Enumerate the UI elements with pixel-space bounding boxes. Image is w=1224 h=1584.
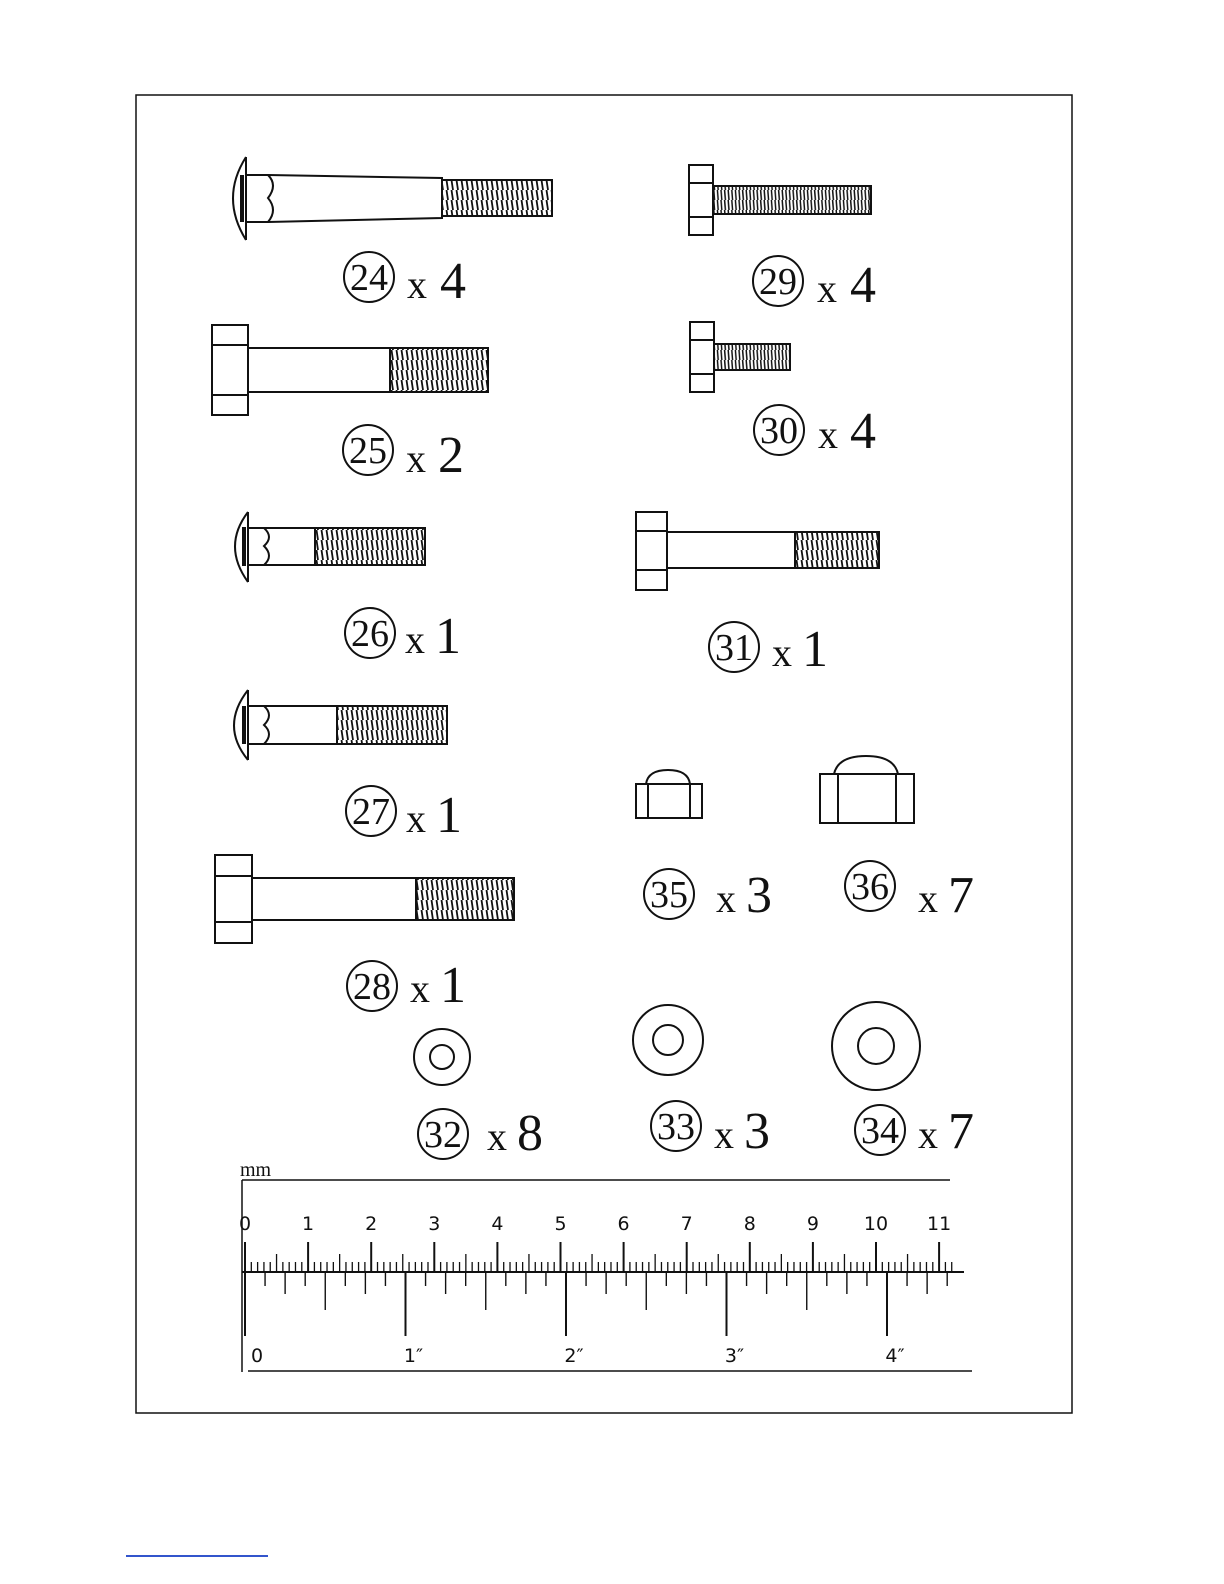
part-label-31 [709,621,828,678]
hex-bolt-25-drawing [212,325,488,415]
cm-label: 3 [428,1213,441,1235]
carriage-bolt-24-drawing [233,157,552,240]
cm-label: 6 [617,1213,630,1235]
hex-bolt-29-drawing [689,165,871,235]
qty-count: 8 [517,1105,543,1162]
qty-multiplier: x [405,617,425,662]
qty-count: 2 [438,427,464,484]
hex-bolt-28-drawing [215,855,514,943]
ruler [239,1159,972,1372]
inch-tick-marks [245,1272,947,1336]
qty-count: 4 [440,253,466,310]
washer-34-drawing [832,1002,920,1090]
bottom-link-underline [126,1555,268,1557]
inch-label: 4″ [885,1345,905,1367]
qty-multiplier: x [918,876,938,921]
qty-multiplier: x [714,1112,734,1157]
part-number: 26 [351,613,389,655]
part-number: 29 [759,261,797,303]
qty-count: 1 [435,608,461,665]
inch-labels [251,1345,905,1367]
part-label-24 [344,252,466,310]
qty-multiplier: x [817,266,837,311]
qty-count: 1 [436,787,462,844]
part-label-35 [644,867,772,924]
qty-count: 4 [850,403,876,460]
part-label-34 [855,1103,974,1160]
mm-tick-marks [245,1242,952,1272]
lock-nut-35-drawing [636,770,702,818]
part-number: 30 [760,410,798,452]
washer-33-drawing [633,1005,703,1075]
qty-count: 1 [440,957,466,1014]
hex-bolt-30-drawing [690,322,790,392]
cm-label: 9 [806,1213,819,1235]
qty-count: 4 [850,257,876,314]
part-number: 25 [349,430,387,472]
cm-label: 11 [927,1213,952,1235]
inch-label: 3″ [724,1345,745,1367]
part-number: 33 [657,1106,695,1148]
part-label-27 [346,786,462,844]
part-label-33 [651,1101,770,1160]
qty-multiplier: x [407,262,427,307]
inch-label: 0 [250,1345,264,1367]
qty-multiplier: x [410,966,430,1011]
carriage-bolt-26-drawing [235,512,425,582]
cm-label: 10 [863,1213,889,1235]
qty-multiplier: x [818,412,838,457]
cm-label: 5 [554,1213,567,1235]
qty-multiplier: x [487,1114,507,1159]
cm-label: 1 [302,1213,315,1235]
part-number: 27 [352,791,390,833]
qty-count: 7 [948,1103,974,1160]
part-number: 32 [424,1114,462,1156]
part-number: 31 [715,627,753,669]
part-number: 24 [350,257,388,299]
qty-count: 7 [948,867,974,924]
part-label-29 [753,256,876,314]
part-number: 36 [851,866,889,908]
qty-multiplier: x [716,876,736,921]
cm-label: 7 [680,1213,693,1235]
inch-label: 2″ [564,1345,584,1367]
carriage-bolt-27-drawing [234,690,447,760]
inch-label: 1″ [403,1345,424,1367]
cm-label: 4 [491,1213,504,1235]
ruler-mm-label: mm [240,1159,272,1181]
cm-label: 2 [365,1213,378,1235]
qty-multiplier: x [918,1112,938,1157]
part-number: 34 [861,1110,899,1152]
part-label-30 [754,403,876,460]
cm-label: 0 [238,1213,252,1235]
qty-multiplier: x [772,630,792,675]
qty-count: 3 [744,1103,770,1160]
part-label-25 [343,425,464,484]
part-number: 28 [353,966,391,1008]
hex-bolt-31-drawing [636,512,879,590]
cm-labels [239,1213,951,1235]
part-label-32 [418,1105,543,1162]
qty-count: 3 [746,867,772,924]
qty-multiplier: x [406,796,426,841]
part-label-28 [347,957,466,1014]
part-label-36 [845,861,974,924]
part-number: 35 [650,874,688,916]
qty-count: 1 [802,621,828,678]
cm-label: 8 [743,1213,756,1235]
part-label-26 [345,608,461,665]
lock-nut-36-drawing [820,756,914,823]
qty-multiplier: x [406,436,426,481]
washer-32-drawing [414,1029,470,1085]
